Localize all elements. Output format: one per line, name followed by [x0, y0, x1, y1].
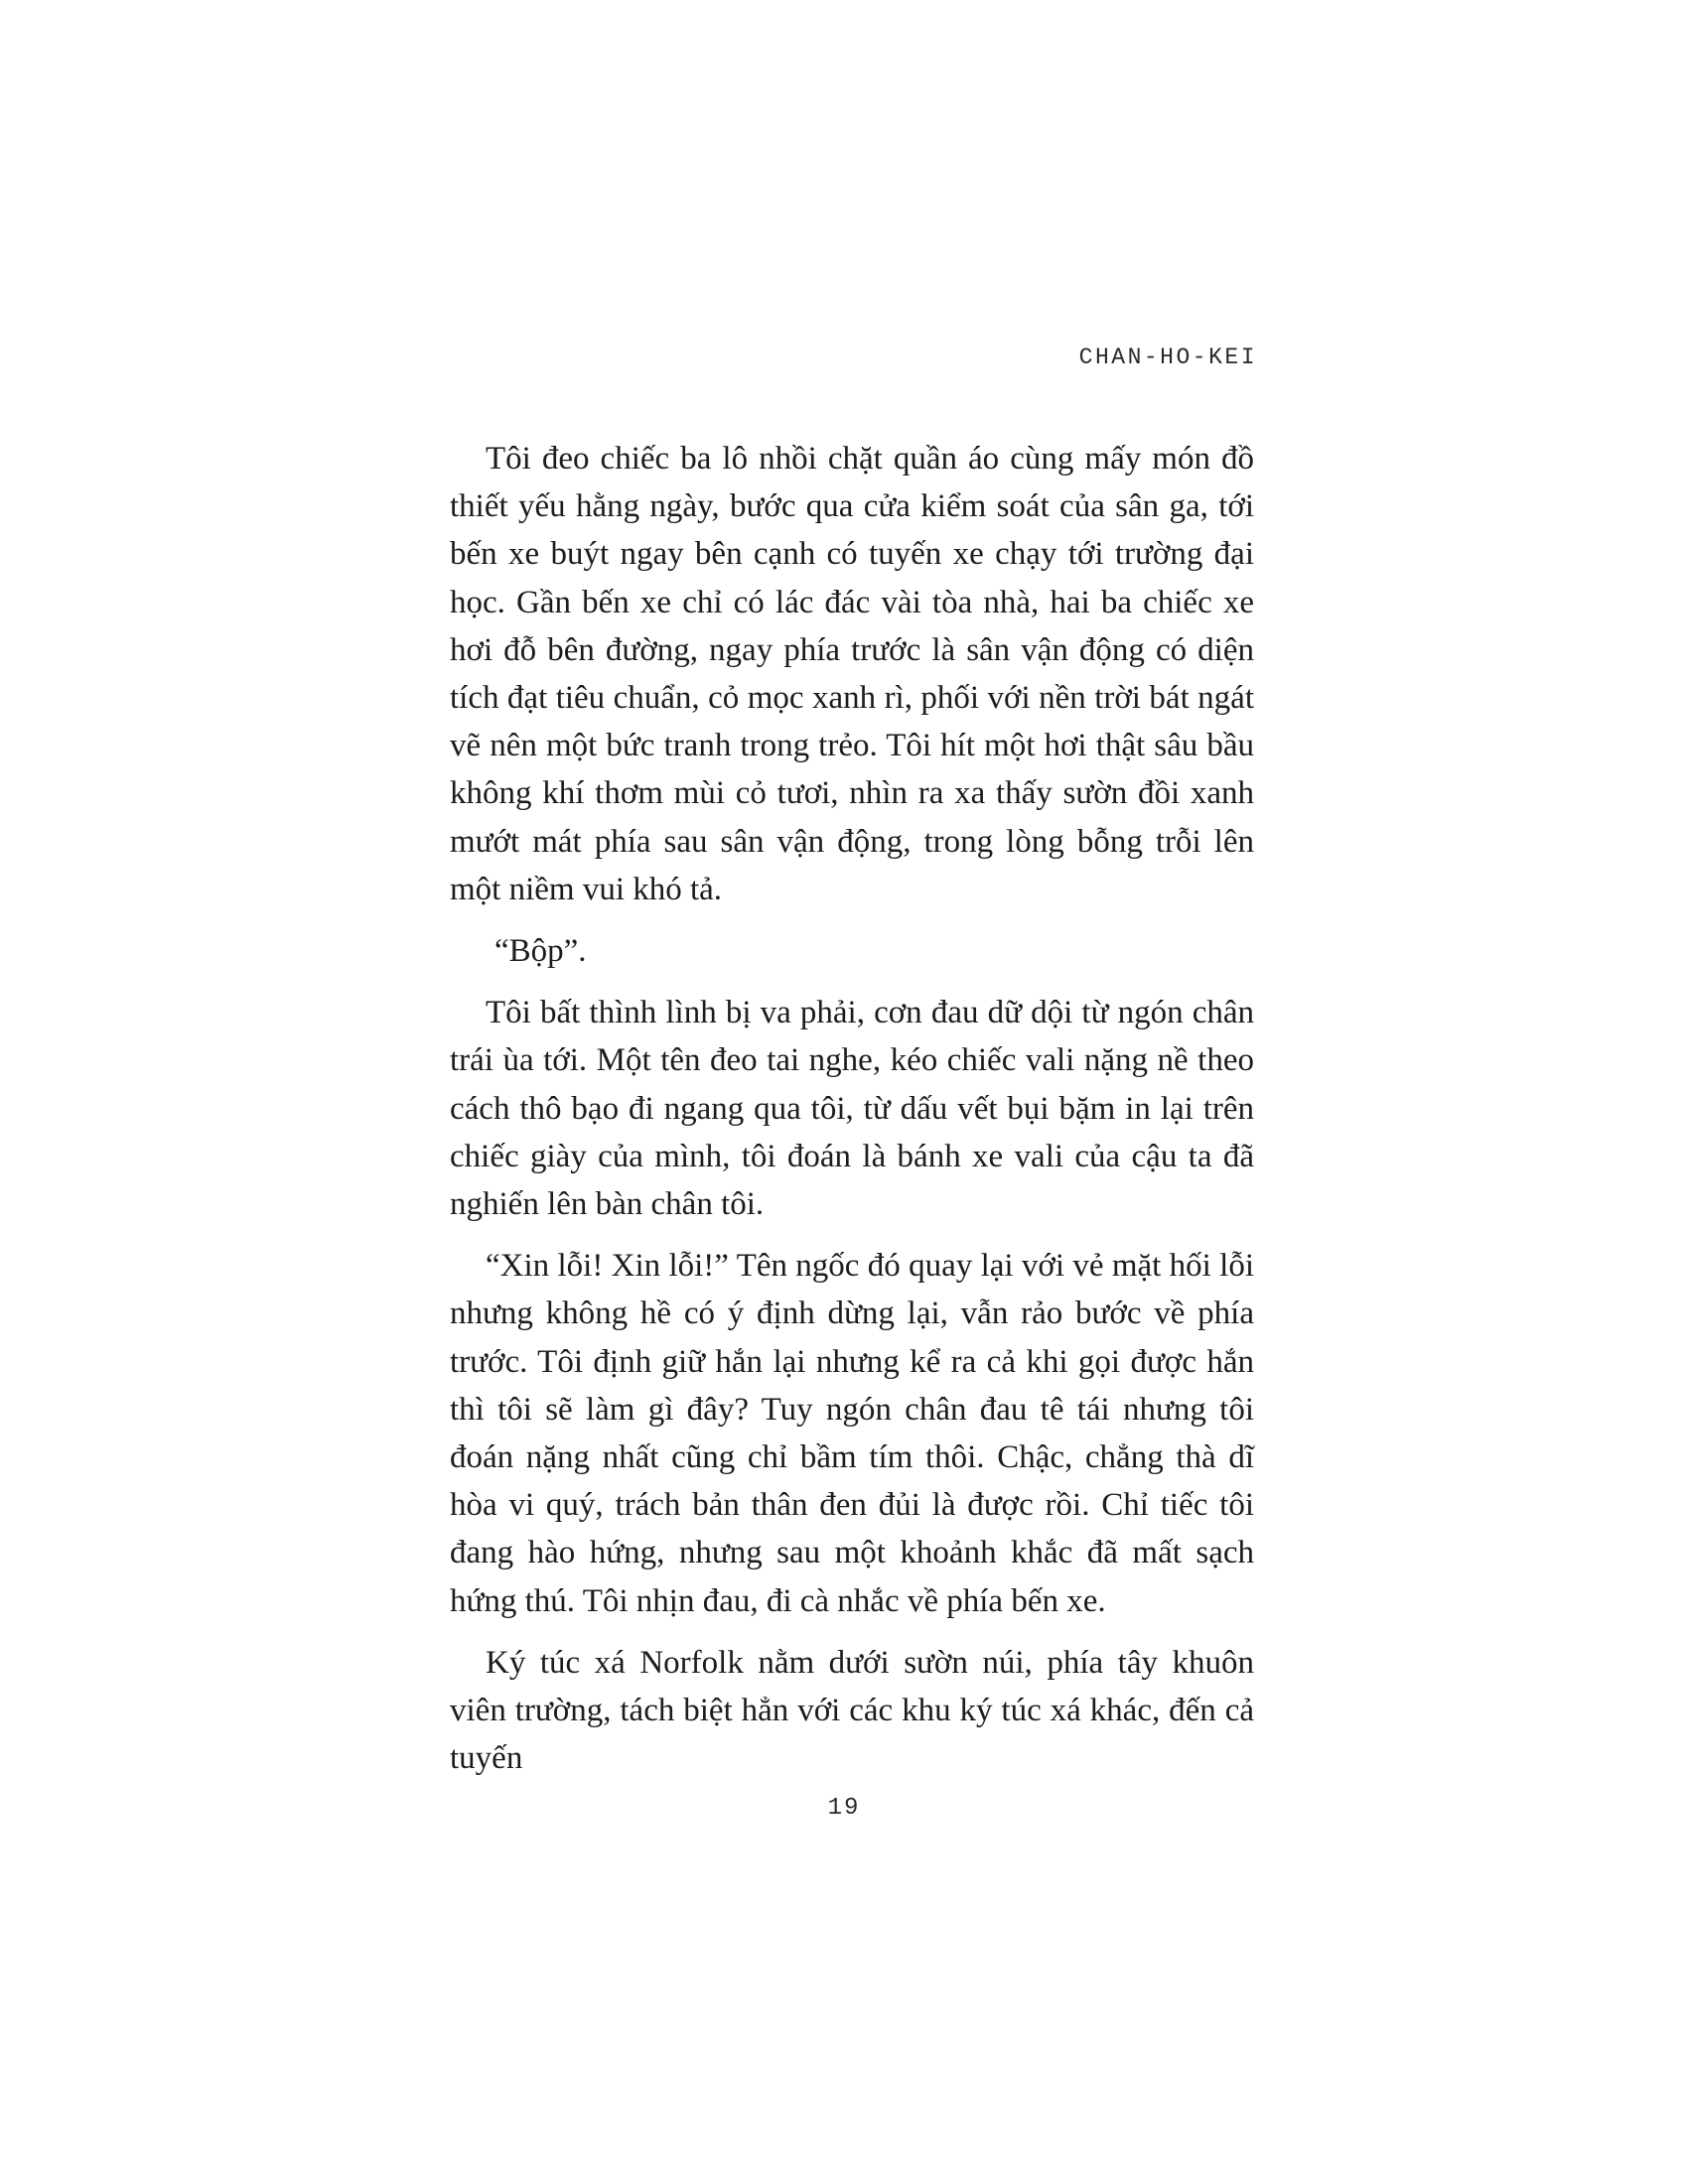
paragraph: Tôi đeo chiếc ba lô nhồi chặt quần áo cùng mấy món đồ thiết yếu hằng ngày, bước qua cửa kiểm soát của sân ga, tới bến xe buýt ngay bên cạnh có tuyến xe chạy tới trường đại học. Gần bến xe chỉ có lác đác vài tòa nhà, hai ba chiếc xe hơi đỗ bên đường, ngay phía trước là sân vận động có diện tích đạt tiêu chuẩn, cỏ mọc xanh rì, phối với nền trời bát ngát vẽ nên một bức tranh trong trẻo. Tôi hít một hơi thật sâu bầu không khí thơm mùi cỏ tươi, nhìn ra xa thấy sườn đồi xanh mướt mát phía sau sân vận động, trong lòng bỗng trỗi lên một niềm vui khó tả.: [450, 441, 1254, 907]
paragraph: “Xin lỗi! Xin lỗi!” Tên ngốc đó quay lại với vẻ mặt hối lỗi nhưng không hề có ý định dừng lại, vẫn rảo bước về phía trước. Tôi định giữ hắn lại nhưng kể ra cả khi gọi được hắn thì tôi sẽ làm gì đây? Tuy ngón chân đau tê tái nhưng tôi đoán nặng nhất cũng chỉ bầm tím thôi. Chậc, chẳng thà dĩ hòa vi quý, trách bản thân đen đủi là được rồi. Chỉ tiếc tôi đang hào hứng, nhưng sau một khoảnh khắc đã mất sạch hứng thú. Tôi nhịn đau, đi cà nhắc về phía bến xe.: [450, 1248, 1254, 1619]
paragraph: “Bộp”.: [494, 933, 587, 970]
paragraph: Ký túc xá Norfolk nằm dưới sườn núi, phía tây khuôn viên trường, tách biệt hẳn với các khu ký túc xá khác, đến cả tuyến: [450, 1644, 1254, 1777]
running-header: CHAN-HO-KEI: [1078, 344, 1257, 370]
page-number: 19: [827, 1795, 861, 1822]
paragraph: Tôi bất thình lình bị va phải, cơn đau dữ dội từ ngón chân trái ùa tới. Một tên đeo tai nghe, kéo chiếc vali nặng nề theo cách thô bạo đi ngang qua tôi, từ dấu vết bụi bặm in lại trên chiếc giày của mình, tôi đoán là bánh xe vali của cậu ta đã nghiến lên bàn chân tôi.: [450, 995, 1254, 1223]
body-text: [450, 435, 1254, 1796]
